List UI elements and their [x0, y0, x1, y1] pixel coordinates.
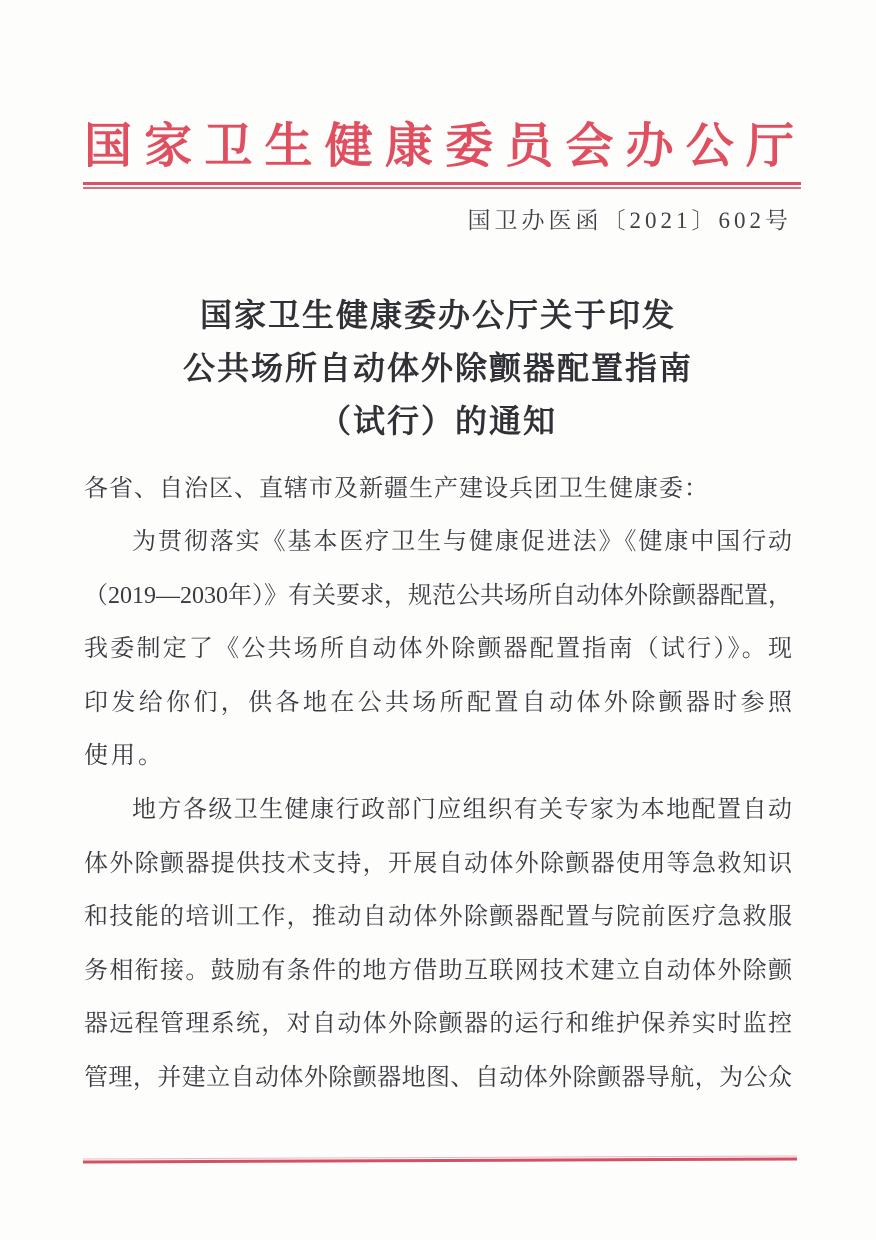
body-line: 体外除颤器提供技术支持，开展自动体外除颤器使用等急救知识: [84, 850, 792, 877]
body-line: 使用。: [84, 743, 165, 770]
notice-title-line: 公共场所自动体外除颤器配置指南: [182, 350, 693, 386]
document-number: 国卫办医函〔2021〕602号: [467, 208, 792, 233]
body-line: 我委制定了《公共场所自动体外除颤器配置指南（试行）》。现: [84, 636, 792, 663]
body-line: 为贯彻落实《基本医疗卫生与健康促进法》《健康中国行动: [132, 529, 792, 555]
paragraph-2: [84, 784, 792, 1106]
body-line: 务相衔接。鼓励有条件的地方借助互联网技术建立自动体外除颤: [84, 957, 792, 984]
agency-letterhead: 国家卫生健康委员会办公厅: [84, 120, 794, 173]
footer-rule: [83, 1155, 797, 1163]
letterhead-double-rule: [83, 182, 801, 189]
body-line: （2019—2030年）》有关要求，规范公共场所自动体外除颤器配置，: [84, 582, 792, 609]
body-line: 管理，并建立自动体外除颤器地图、自动体外除颤器导航，为公众: [84, 1064, 792, 1091]
body-line: 和技能的培训工作，推动自动体外除颤器配置与院前医疗急救服: [84, 904, 792, 931]
notice-title: [0, 289, 876, 448]
notice-title-line: （试行）的通知: [318, 403, 557, 439]
body-line: 器远程管理系统，对自动体外除颤器的运行和维护保养实时监控: [84, 1011, 792, 1038]
body-line: 地方各级卫生健康行政部门应组织有关专家为本地配置自动: [132, 796, 792, 823]
rule-line-thin: [83, 187, 801, 189]
body-line: 印发给你们，供各地在公共场所配置自动体外除颤器时参照: [84, 689, 792, 716]
salutation: 各省、自治区、直辖市及新疆生产建设兵团卫生健康委：: [84, 476, 709, 502]
notice-title-line: 国家卫生健康委办公厅关于印发: [199, 297, 676, 333]
paragraph-1: [84, 516, 792, 784]
document-body: [84, 462, 792, 1106]
